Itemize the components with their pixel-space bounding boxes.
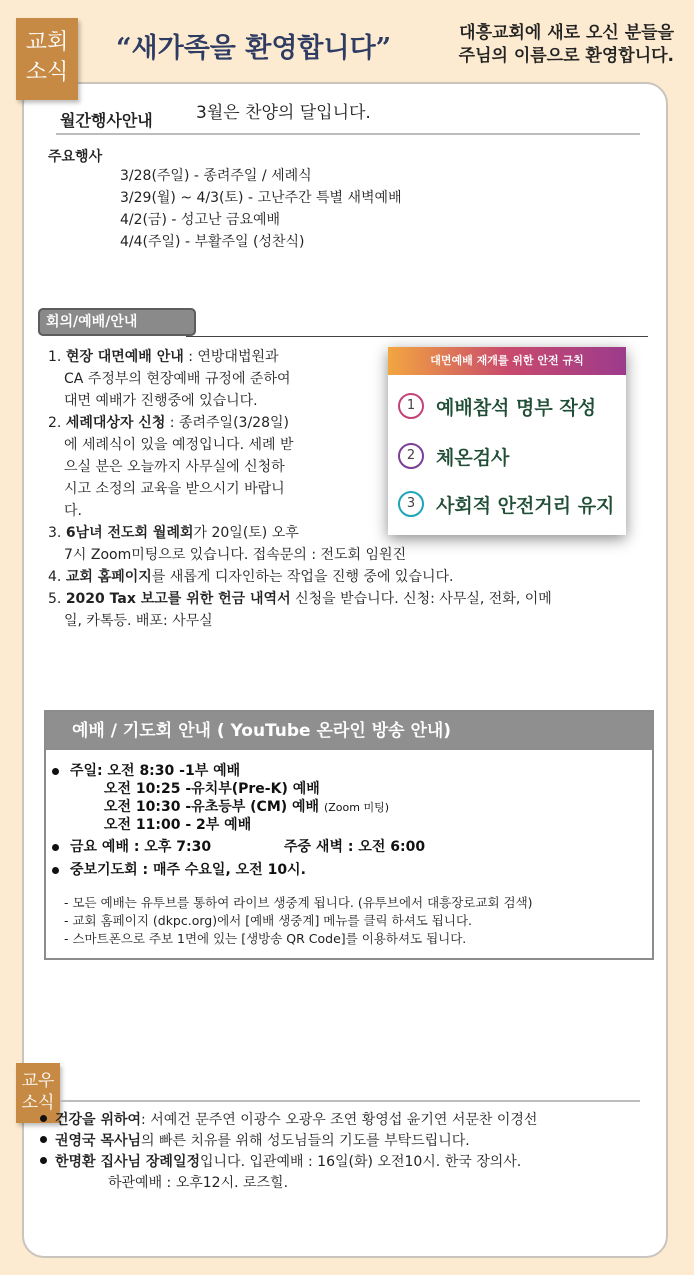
streaming-notes: [64, 894, 533, 948]
friday-service: 금요 예배 : 오후 7:30: [70, 839, 212, 855]
welcome-title: “새가족을 환영합니다”: [116, 33, 392, 64]
safety-item-1: 1 예배참석 명부 작성: [398, 387, 596, 425]
bullet-icon: [40, 1157, 47, 1164]
list-item: 권영국 목사님의 빠른 치유를 위해 성도님들의 기도를 부탁드립니다.: [40, 1131, 660, 1152]
notice-item-5: 5. 2020 Tax 보고를 위한 헌금 내역서 신청을 받습니다. 신청: 사무실, 전화, 이메: [48, 591, 552, 607]
sunday-service-2: 오전 10:25 -유치부(Pre-K) 예배: [104, 781, 320, 797]
safety-rules-card: [388, 347, 626, 535]
notice-list: 1. 현장 대면예배 안내 : 연방대법원과 CA 주정부의 현장예배 규정에 준하여 대면 예배가 진행중에 있습니다. 2. 세례대상자 신청 : 종려주일(3/28일) 에 세례식이 있을 예정입니다. 세례 받 으실 분은 오늘까지 사무실에 신청하 시고 소정의 교육을 받으시기 바랍니 다. 3. 6남녀 전도회 월례회가 20일(토) 오후 7시 Zoom미팅으로 있습니다. 접속문의 : 전도회 임원진 4. 교회 홈페이지를 새롭게 디자인하는 작업을 진행 중에 있습니다. 5. 2020 Tax 보고를 위한 헌금 내역서 신청을 받습니다. 신청: 사무실, 전화, 이메 일, 카톡등. 배포: 사무실: [48, 346, 648, 632]
list-item: 4/2(금) - 성고난 금요예배: [120, 212, 281, 228]
list-item: - 교회 홈페이지 (dkpc.org)에서 [예배 생중계] 메뉴를 클릭 하셔도 됩니다.: [64, 913, 473, 928]
safety-item-2: 2 체온검사: [398, 437, 509, 475]
divider: [60, 1100, 640, 1102]
event-list: [120, 165, 402, 253]
monthly-theme: 3월은 찬양의 달입니다.: [196, 103, 371, 123]
dawn-service: 주중 새벽 : 오전 6:00: [284, 839, 426, 855]
worship-schedule-title: 예배 / 기도회 안내 ( YouTube 온라인 방송 안내): [46, 712, 652, 750]
bullet-icon: [52, 867, 59, 874]
bullet-icon: [52, 844, 59, 851]
list-item: - 모든 예배는 유투브를 통하여 라이브 생중계 됩니다. (유투브에서 대흥장로교회 검색): [64, 895, 533, 910]
meeting-section-tab: 회의/예배/안내: [38, 308, 196, 336]
main-events-heading: 주요행사: [48, 149, 103, 165]
number-2-icon: 2: [398, 443, 424, 469]
divider: [186, 336, 648, 337]
intercession-meeting: 중보기도회 : 매주 수요일, 오전 10시.: [70, 862, 306, 878]
sunday-service-3: 오전 10:30 -유초등부 (CM) 예배 (Zoom 미팅): [104, 799, 389, 815]
member-news-tag: 교우 소식: [16, 1063, 60, 1123]
bullet-icon: [52, 768, 59, 775]
safety-item-3: 3 사회적 안전거리 유지: [398, 485, 614, 523]
list-item: 4/4(주일) - 부활주일 (성찬식): [120, 234, 305, 250]
notice-item-3: 3. 6남녀 전도회 월례회가 20일(토) 오후: [48, 525, 299, 541]
bullet-icon: [40, 1115, 47, 1122]
burial-service: 하관예배 : 오후12시. 로즈힐.: [108, 1175, 289, 1191]
notice-item-2: 2. 세례대상자 신청 : 종려주일(3/28일): [48, 415, 289, 431]
member-news-list: [40, 1110, 660, 1194]
list-item: 건강을 위하여: 서예건 문주연 이광수 오광우 조연 황영섭 윤기연 서문찬 이경선: [40, 1110, 660, 1131]
monthly-events-label: 월간행사안내: [60, 111, 153, 130]
safety-rules-title: 대면예배 재개를 위한 안전 규칙: [388, 347, 626, 375]
list-item: 3/28(주일) - 종려주일 / 세례식: [120, 168, 312, 184]
sunday-service: 주일: 오전 8:30 -1부 예배: [70, 763, 241, 779]
worship-schedule-box: [44, 710, 654, 960]
number-1-icon: 1: [398, 393, 424, 419]
list-item: 3/29(월) ~ 4/3(토) - 고난주간 특별 새벽예배: [120, 190, 402, 206]
divider: [56, 133, 640, 135]
notice-item-1: 1. 현장 대면예배 안내 : 연방대법원과: [48, 349, 279, 365]
church-news-tag: 교회 소식: [16, 18, 78, 100]
content-card: [22, 82, 668, 1258]
sunday-service-4: 오전 11:00 - 2부 예배: [104, 817, 252, 833]
bullet-icon: [40, 1136, 47, 1143]
list-item: - 스마트폰으로 주보 1면에 있는 [생방송 QR Code]를 이용하셔도 됩니다.: [64, 931, 467, 946]
welcome-message: 대흥교회에 새로 오신 분들을 주님의 이름으로 환영합니다.: [458, 23, 674, 66]
number-3-icon: 3: [398, 491, 424, 517]
notice-item-4: 4. 교회 홈페이지를 새롭게 디자인하는 작업을 진행 중에 있습니다.: [48, 569, 454, 585]
list-item: 한명환 집사님 장례일정입니다. 입관예배 : 16일(화) 오전10시. 한국 장의사.: [40, 1152, 660, 1173]
